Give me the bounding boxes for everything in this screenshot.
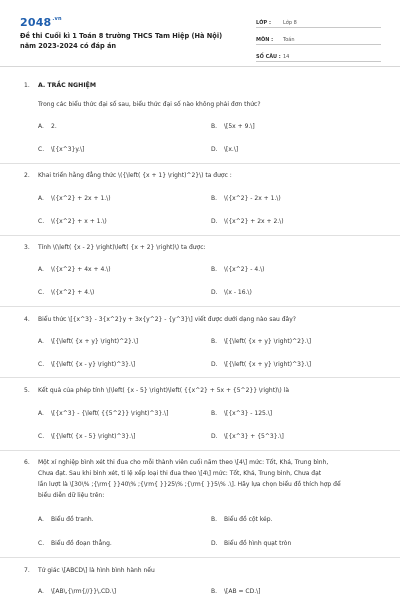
option-key: B. [211,123,218,130]
question-separator [0,163,400,164]
option-key: B. [211,516,218,523]
option-text: \({x^2} + 2x + 1.\) [51,195,111,202]
option-key: D. [211,433,218,440]
option-text: \({x^2} - 4.\) [224,266,265,273]
header-divider [0,66,400,67]
question-3-number: 3. [24,244,30,251]
question-4-number: 4. [24,316,30,323]
option-key: B. [211,338,218,345]
question-6-option-a[interactable] [38,516,94,523]
question-separator [0,306,400,307]
question-5-text: Kết quả của phép tính \(\left( {x - 5} \right)\left( {{x^2} + 5x + {5^2}} \right)\) là [38,387,289,394]
option-key: C. [38,146,45,153]
option-key: B. [211,195,218,202]
title-line-2: năm 2023-2024 có đáp án [20,42,117,50]
section-title: A. TRẮC NGHIỆM [38,82,96,89]
option-text: \[{x^3} + {5^3}.\] [224,433,284,440]
question-6-option-d[interactable] [211,540,291,547]
option-text: \[x.\] [224,146,239,153]
option-key: D. [211,361,218,368]
question-1-option-b[interactable] [211,123,255,130]
question-5-option-a[interactable] [38,410,168,417]
option-key: A. [38,266,44,273]
option-key: B. [211,588,218,595]
question-7-option-a[interactable] [38,588,116,595]
document-title [20,31,240,51]
option-key: C. [38,289,45,296]
question-7-text: Tứ giác \[ABCD\] là hình bình hành nếu [38,567,155,574]
logo-tld: .vn [52,16,62,22]
option-text: 2. [51,123,57,130]
subject-value: Toán [283,37,295,43]
option-text: \[5x + 9.\] [224,123,255,130]
question-5-number: 5. [24,387,30,394]
option-key: D. [211,218,218,225]
option-key: A. [38,588,44,595]
question-3-option-d[interactable] [211,289,252,296]
question-2-option-a[interactable] [38,195,111,202]
option-text: \({x^2} + 4.\) [51,289,95,296]
question-2-text: Khai triển hằng đẳng thức \({\left( {x + 1} \right)^2}\) ta được : [38,172,232,179]
count-label: SỐ CÂU : [256,54,281,60]
class-value: Lớp 8 [283,20,297,26]
option-text: \({x^2} - 2x + 1.\) [224,195,281,202]
question-4-option-c[interactable] [38,361,135,368]
question-separator [0,557,400,558]
option-text: \[{\left( {x - 5} \right)^3}.\] [51,433,136,440]
question-4-option-a[interactable] [38,338,138,345]
question-4-option-b[interactable] [211,338,311,345]
option-text: \[{\left( {x + y} \right)^2}.\] [51,338,139,345]
option-text: \[AB = CD.\] [224,588,261,595]
question-separator [0,450,400,451]
class-row [256,13,381,28]
option-text: Biểu đồ hình quạt tròn [224,540,292,547]
option-text: \({x^2} + 4x + 4.\) [51,266,111,273]
question-6-text-line-4: biểu diễn dữ liệu trên: [38,492,105,499]
option-key: A. [38,123,44,130]
option-text: \[AB\,{\rm{//}}\,CD.\] [51,588,117,595]
option-key: A. [38,516,44,523]
question-separator [0,235,400,236]
question-3-option-b[interactable] [211,266,264,273]
option-text: \[{x^3} - {\left( {{5^2}} \right)^3}.\] [51,410,169,417]
option-text: \[{x^3}y.\] [51,146,85,153]
question-4-text: Biểu thức \[{x^3} - 3{x^2}y + 3x{y^2} - {y^3}\] viết được dưới dạng nào sau đây? [38,316,296,323]
site-logo[interactable] [20,16,62,29]
question-6-option-c[interactable] [38,540,112,547]
option-key: D. [211,146,218,153]
question-2-option-b[interactable] [211,195,281,202]
option-key: A. [38,410,44,417]
option-key: A. [38,195,44,202]
option-key: B. [211,266,218,273]
logo-text: 2048 [20,16,52,29]
question-7-option-b[interactable] [211,588,261,595]
option-text: \({x^2} + x + 1.\) [51,218,107,225]
option-text: \[{\left( {x + y} \right)^3}.\] [224,361,312,368]
question-5-option-b[interactable] [211,410,272,417]
question-3-option-c[interactable] [38,289,94,296]
question-5-option-c[interactable] [38,433,135,440]
question-2-option-c[interactable] [38,218,107,225]
count-row [256,47,381,62]
option-text: Biểu đồ tranh. [51,516,94,523]
section-number: 1. [24,82,30,89]
document-header [0,0,400,64]
question-2-option-d[interactable] [211,218,284,225]
option-text: \(x - 16.\) [224,289,252,296]
count-value: 14 [283,54,290,60]
question-6-option-b[interactable] [211,516,272,523]
question-6-text-line-3: lần lượt là \[30\% ;{\rm{ }}40\% ;{\rm{ }}25\% ;{\rm{ }}5\% .\]. Hãy lựa chọn biểu đồ thích hợp để [38,481,341,488]
option-key: A. [38,338,44,345]
option-key: B. [211,410,218,417]
question-6-text-line-2: Chưa đạt. Sau khi bình xét, tỉ lệ xếp loại thi đua theo \[4\] mức: Tốt, Khá, Trung bình, Chưa đạt [38,470,322,477]
question-separator [0,377,400,378]
question-1-option-d[interactable] [211,146,238,153]
title-line-1: Đề thi Cuối kì 1 Toán 8 trường THCS Tam Hiệp (Hà Nội) [20,32,223,40]
option-text: \({x^2} + 2x + 2.\) [224,218,284,225]
option-key: C. [38,540,45,547]
option-text: \[{x^3} - 125.\] [224,410,273,417]
question-1-option-a[interactable] [38,123,57,130]
option-text: Biểu đồ đoạn thẳng. [51,540,112,547]
question-7-number: 7. [24,567,30,574]
option-text: Biểu đồ cột kép. [224,516,273,523]
question-2-number: 2. [24,172,30,179]
option-key: C. [38,361,45,368]
info-panel [256,13,381,64]
subject-label: MÔN : [256,37,274,43]
option-key: C. [38,218,45,225]
question-1-text: Trong các biểu thức đại số sau, biểu thức đại số nào không phải đơn thức? [38,101,261,108]
option-key: C. [38,433,45,440]
question-6-number: 6. [24,459,30,466]
option-key: D. [211,540,218,547]
option-text: \[{\left( {x - y} \right)^3}.\] [51,361,136,368]
question-3-option-a[interactable] [38,266,111,273]
question-3-text: Tính \(\left( {x - 2} \right)\left( {x + 2} \right)\) ta được: [38,244,206,251]
question-1-option-c[interactable] [38,146,84,153]
subject-row [256,30,381,45]
question-5-option-d[interactable] [211,433,284,440]
class-label: LỚP : [256,20,271,26]
question-4-option-d[interactable] [211,361,311,368]
option-text: \[{\left( {x + y} \right)^2}.\] [224,338,312,345]
question-6-text-line-1: Một xí nghiệp bình xét thi đua cho mỗi thành viên cuối năm theo \[4\] mức: Tốt, Khá, Trung bình, [38,459,329,466]
option-key: D. [211,289,218,296]
